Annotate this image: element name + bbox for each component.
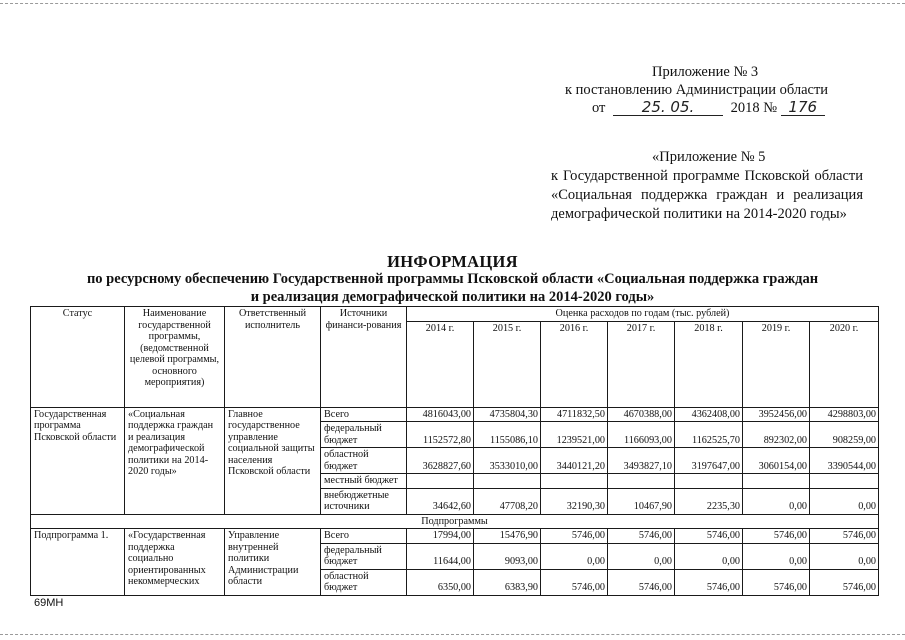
subprogram-name: «Государственная поддержка социально ориентированных некоммерческих bbox=[125, 529, 225, 596]
header-year: 2018 г. bbox=[675, 321, 743, 407]
value-cell: 1166093,00 bbox=[608, 422, 675, 448]
value-cell: 4670388,00 bbox=[608, 407, 675, 422]
value-cell: 5746,00 bbox=[810, 529, 879, 544]
document-subtitle-1: по ресурсному обеспечению Государственной программы Псковской области «Социальная поддержка граждан bbox=[86, 271, 819, 287]
value-cell: 6383,90 bbox=[474, 569, 541, 595]
from-label: от bbox=[592, 100, 606, 116]
value-cell: 32190,30 bbox=[541, 488, 608, 514]
value-cell: 0,00 bbox=[675, 543, 743, 569]
program-status: Государственная программа Псковской области bbox=[31, 407, 125, 514]
value-cell: 0,00 bbox=[608, 543, 675, 569]
value-cell: 5746,00 bbox=[810, 569, 879, 595]
value-cell: 2235,30 bbox=[675, 488, 743, 514]
value-cell: 0,00 bbox=[541, 543, 608, 569]
value-cell: 4735804,30 bbox=[474, 407, 541, 422]
value-cell: 34642,60 bbox=[407, 488, 474, 514]
appendix5-body: к Государственной программе Псковской области «Социальная поддержка граждан и реализация демографической политики на 2014-2020 годы» bbox=[551, 168, 863, 222]
source-label: областной бюджет bbox=[321, 569, 407, 595]
value-cell: 3390544,00 bbox=[810, 448, 879, 474]
value-cell: 3440121,20 bbox=[541, 448, 608, 474]
value-cell: 3628827,60 bbox=[407, 448, 474, 474]
footer-code: 69МН bbox=[34, 597, 64, 609]
value-cell: 5746,00 bbox=[743, 529, 810, 544]
value-cell: 10467,90 bbox=[608, 488, 675, 514]
scan-edge-top bbox=[0, 3, 905, 4]
header-year: 2019 г. bbox=[743, 321, 810, 407]
value-cell: 3533010,00 bbox=[474, 448, 541, 474]
value-cell: 11644,00 bbox=[407, 543, 474, 569]
header-year: 2020 г. bbox=[810, 321, 879, 407]
value-cell: 3197647,00 bbox=[675, 448, 743, 474]
value-cell: 892302,00 bbox=[743, 422, 810, 448]
handwritten-date: 25. 05. bbox=[613, 99, 723, 116]
value-cell: 15476,90 bbox=[474, 529, 541, 544]
value-cell: 3952456,00 bbox=[743, 407, 810, 422]
value-cell: 5746,00 bbox=[541, 569, 608, 595]
source-label: Всего bbox=[321, 407, 407, 422]
value-cell: 17994,00 bbox=[407, 529, 474, 544]
value-cell: 5746,00 bbox=[608, 569, 675, 595]
value-cell: 6350,00 bbox=[407, 569, 474, 595]
value-cell: 4816043,00 bbox=[407, 407, 474, 422]
value-cell: 9093,00 bbox=[474, 543, 541, 569]
appendix5-title: «Приложение № 5 bbox=[652, 149, 766, 165]
handwritten-number: 176 bbox=[781, 99, 825, 116]
value-cell: 0,00 bbox=[743, 543, 810, 569]
source-label: федеральный бюджет bbox=[321, 422, 407, 448]
value-cell: 3493827,10 bbox=[608, 448, 675, 474]
value-cell: 908259,00 bbox=[810, 422, 879, 448]
document-title: ИНФОРМАЦИЯ bbox=[387, 252, 518, 271]
program-name: «Социальная поддержка граждан и реализация демографической политики на 2014-2020 годы» bbox=[125, 407, 225, 514]
value-cell bbox=[675, 474, 743, 489]
header-estimate: Оценка расходов по годам (тыс. рублей) bbox=[407, 307, 879, 322]
header-sources: Источники финанси-рования bbox=[321, 307, 407, 408]
value-cell: 47708,20 bbox=[474, 488, 541, 514]
header-row-1 bbox=[31, 307, 879, 322]
value-cell: 4362408,00 bbox=[675, 407, 743, 422]
program-executor: Главное государственное управление социальной защиты населения Псковской области bbox=[225, 407, 321, 514]
value-cell: 5746,00 bbox=[608, 529, 675, 544]
value-cell: 5746,00 bbox=[675, 569, 743, 595]
value-cell: 0,00 bbox=[810, 543, 879, 569]
value-cell: 5746,00 bbox=[675, 529, 743, 544]
value-cell: 5746,00 bbox=[541, 529, 608, 544]
header-year: 2016 г. bbox=[541, 321, 608, 407]
source-label: областной бюджет bbox=[321, 448, 407, 474]
header-year: 2015 г. bbox=[474, 321, 541, 407]
source-label: местный бюджет bbox=[321, 474, 407, 489]
table-row bbox=[31, 529, 879, 544]
subprogram-status: Подпрограмма 1. bbox=[31, 529, 125, 596]
subprograms-label: Подпрограммы bbox=[31, 514, 879, 529]
value-cell: 4298803,00 bbox=[810, 407, 879, 422]
value-cell: 0,00 bbox=[810, 488, 879, 514]
year-number-label: 2018 № bbox=[730, 100, 778, 116]
source-label: федеральный бюджет bbox=[321, 543, 407, 569]
header-status: Статус bbox=[31, 307, 125, 408]
value-cell bbox=[608, 474, 675, 489]
value-cell: 3060154,00 bbox=[743, 448, 810, 474]
value-cell: 5746,00 bbox=[743, 569, 810, 595]
appendix5-block bbox=[551, 148, 863, 224]
value-cell: 4711832,50 bbox=[541, 407, 608, 422]
appendix3-title: Приложение № 3 bbox=[652, 64, 759, 80]
source-label: Всего bbox=[321, 529, 407, 544]
value-cell bbox=[541, 474, 608, 489]
value-cell bbox=[407, 474, 474, 489]
subprogram-executor: Управление внутренней политики Администрации области bbox=[225, 529, 321, 596]
table-row bbox=[31, 407, 879, 422]
header-name: Наименование государственной программы, (ведомственной целевой программы, основного мероприятия) bbox=[125, 307, 225, 408]
appendix3-resolution: к постановлению Администрации области bbox=[565, 82, 829, 98]
header-year: 2017 г. bbox=[608, 321, 675, 407]
value-cell: 1162525,70 bbox=[675, 422, 743, 448]
subprograms-section-row bbox=[31, 514, 879, 529]
value-cell: 0,00 bbox=[743, 488, 810, 514]
header-year: 2014 г. bbox=[407, 321, 474, 407]
appendix3-date-line bbox=[592, 99, 825, 118]
value-cell: 1155086,10 bbox=[474, 422, 541, 448]
source-label: внебюджетные источники bbox=[321, 488, 407, 514]
value-cell bbox=[474, 474, 541, 489]
value-cell: 1152572,80 bbox=[407, 422, 474, 448]
header-executor: Ответственный исполнитель bbox=[225, 307, 321, 408]
document-subtitle-2: и реализация демографической политики на 2014-2020 годы» bbox=[250, 289, 655, 305]
value-cell bbox=[810, 474, 879, 489]
scan-edge-bottom bbox=[0, 634, 905, 635]
resource-table bbox=[30, 306, 879, 596]
value-cell bbox=[743, 474, 810, 489]
value-cell: 1239521,00 bbox=[541, 422, 608, 448]
